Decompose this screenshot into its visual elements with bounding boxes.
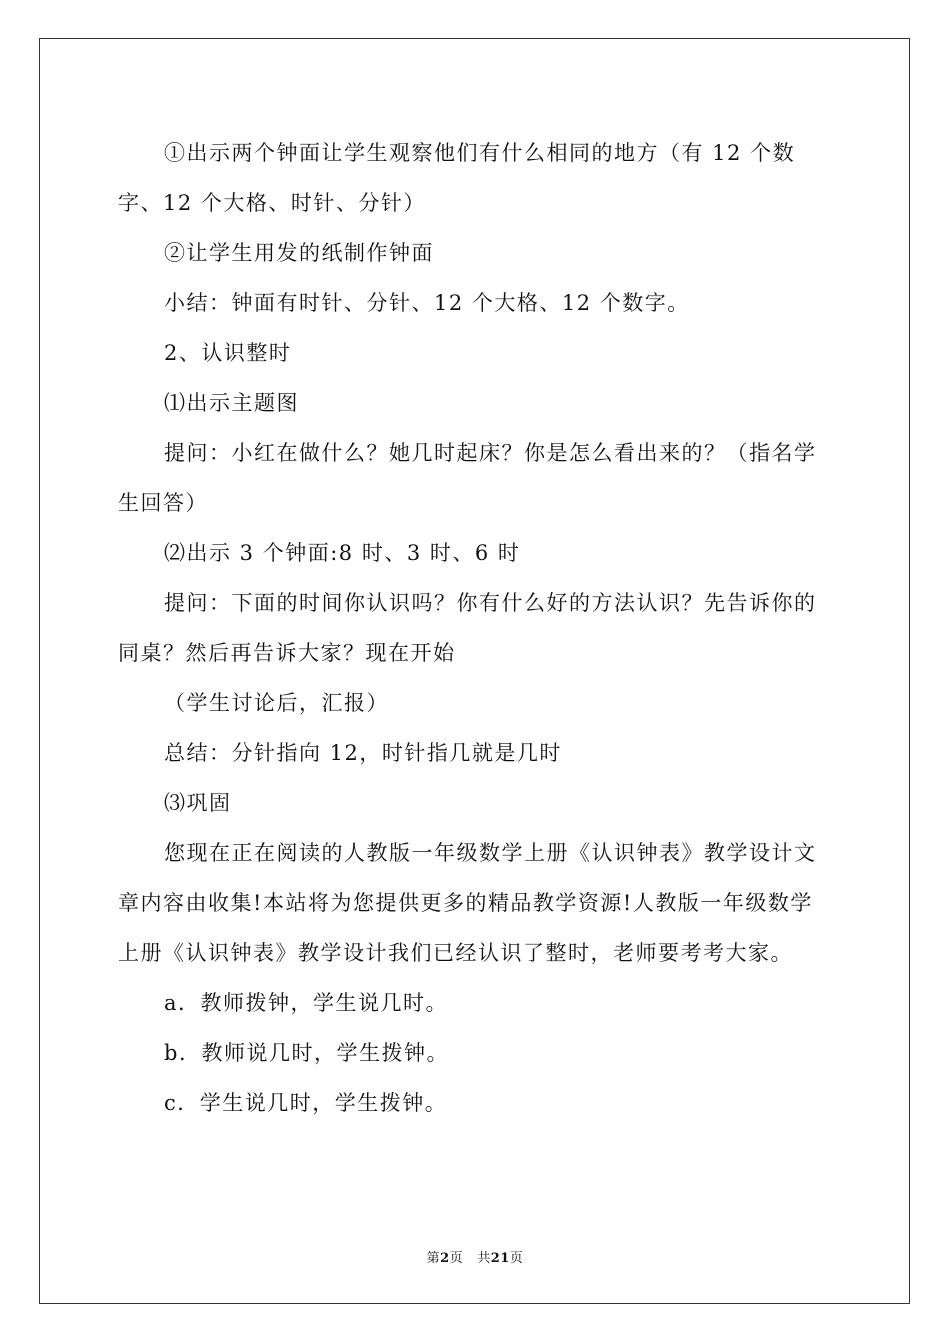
current-page-number: 2	[440, 1251, 450, 1266]
paragraph-question-methods: 提问：下面的时间你认识吗？你有什么好的方法认识？先告诉你的同桌？然后再告诉大家？现在开始	[118, 591, 817, 665]
document-body	[118, 128, 834, 1128]
paragraph-three-clocks: ⑵出示 3 个钟面:8 时、3 时、6 时	[164, 541, 521, 565]
paragraph-conclusion: 总结：分针指向 12，时针指几就是几时	[164, 741, 562, 765]
paragraph-summary-clock-face: 小结：钟面有时针、分针、12 个大格、12 个数字。	[164, 291, 690, 315]
page-prefix: 第	[426, 1251, 441, 1266]
total-suffix: 页	[509, 1251, 524, 1266]
total-pages-number: 21	[490, 1251, 510, 1266]
total-prefix: 共	[477, 1251, 491, 1266]
paragraph-make-clock: ②让学生用发的纸制作钟面	[164, 241, 434, 265]
page-footer	[0, 1247, 950, 1266]
paragraph-question-xiaohong: 提问：小红在做什么？她几时起床？你是怎么看出来的？（指名学生回答）	[118, 441, 817, 515]
paragraph-theme-image: ⑴出示主题图	[164, 391, 299, 415]
list-item-c: c．学生说几时，学生拨钟。	[164, 1091, 448, 1115]
paragraph-consolidate: ⑶巩固	[164, 791, 232, 815]
paragraph-clock-face-observe: ①出示两个钟面让学生观察他们有什么相同的地方（有 12 个数字、12 个大格、时针、分针）	[118, 141, 796, 215]
section-heading-whole-hour: 2、认识整时	[164, 341, 292, 365]
page-suffix: 页	[449, 1251, 464, 1266]
list-item-a: a．教师拨钟，学生说几时。	[164, 991, 449, 1015]
list-item-b: b．教师说几时，学生拨钟。	[164, 1041, 449, 1065]
paragraph-site-notice: 您现在正在阅读的人教版一年级数学上册《认识钟表》教学设计文章内容由收集!本站将为您提供更多的精品教学资源!人教版一年级数学上册《认识钟表》教学设计我们已经认识了整时，老师要考考大家。	[118, 841, 817, 965]
paragraph-discussion-report: （学生讨论后，汇报）	[164, 691, 389, 715]
